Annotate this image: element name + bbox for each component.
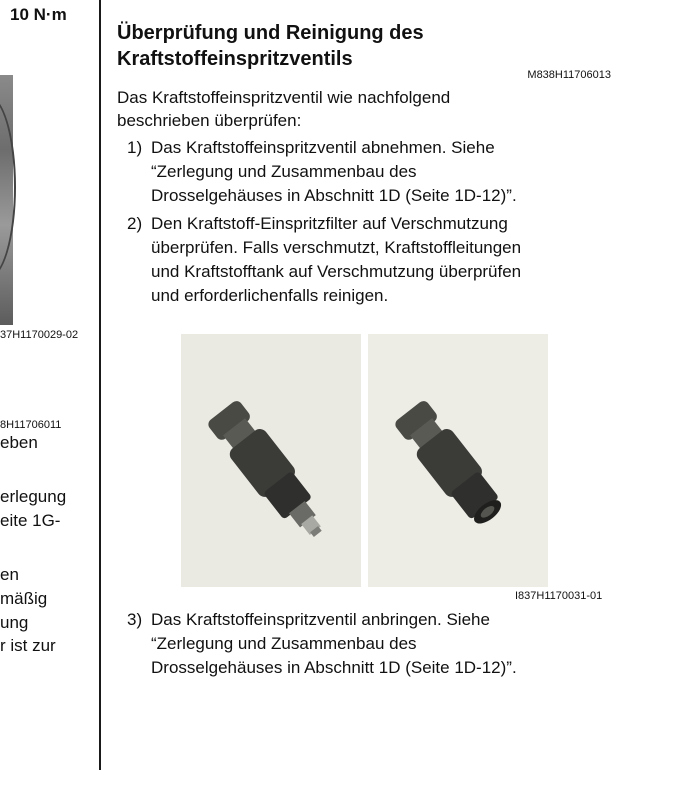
- section-title: [117, 20, 637, 72]
- step-line: Das Kraftstoffeinspritzventil abnehmen. Siehe: [151, 138, 495, 157]
- injector-photo-right: [368, 334, 548, 587]
- left-ref-code: 8H11706011: [0, 419, 62, 431]
- left-text-line: en: [0, 565, 19, 584]
- left-figure-code: 37H1170029-02: [0, 329, 79, 341]
- fuel-injector-side-icon: [181, 334, 361, 587]
- intro-line: Das Kraftstoffeinspritzventil wie nachfolgend: [117, 88, 451, 107]
- figure-code: I837H1170031-01: [515, 590, 603, 602]
- torque-value: 10 N·m: [10, 5, 67, 24]
- section-title-line: Kraftstoffeinspritzventils: [117, 48, 353, 70]
- step-line: und Kraftstofftank auf Verschmutzung überprüfen: [151, 262, 522, 281]
- step-text: [151, 136, 667, 208]
- intro-paragraph: [117, 86, 557, 132]
- step-line: und erforderlichenfalls reinigen.: [151, 286, 389, 305]
- step-number: 2): [127, 214, 143, 233]
- left-text-line: erlegung: [0, 487, 67, 506]
- step-line: “Zerlegung und Zusammenbau des: [151, 162, 417, 181]
- step-text: [151, 212, 667, 308]
- left-text-line: r ist zur: [0, 636, 56, 655]
- left-column: [0, 0, 100, 800]
- left-partial-photo: [0, 75, 13, 325]
- column-divider: [99, 0, 101, 770]
- step-line: überprüfen. Falls verschmutzt, Kraftstoffleitungen: [151, 238, 522, 257]
- left-text-line: ung: [0, 613, 29, 632]
- left-text-line: mäßig: [0, 589, 48, 608]
- fuel-injector-nozzle-icon: [368, 334, 548, 587]
- step-line: “Zerlegung und Zusammenbau des: [151, 634, 417, 653]
- step-number: 3): [127, 610, 143, 629]
- step-number: 1): [127, 138, 143, 157]
- step-line: Drosselgehäuses in Abschnitt 1D (Seite 1D-12)”.: [151, 658, 517, 677]
- left-text-line: eite 1G-: [0, 511, 61, 530]
- step-line: Drosselgehäuses in Abschnitt 1D (Seite 1D-12)”.: [151, 186, 517, 205]
- step-text: [151, 608, 667, 680]
- step-1: [127, 136, 667, 208]
- step-line: Den Kraftstoff-Einspritzfilter auf Verschmutzung: [151, 214, 508, 233]
- step-2: [127, 212, 667, 308]
- intro-line: beschrieben überprüfen:: [117, 111, 302, 130]
- left-text-line: eben: [0, 433, 38, 452]
- injector-photo-left: [181, 334, 361, 587]
- section-title-line: Überprüfung und Reinigung des: [117, 22, 424, 44]
- step-3: [127, 608, 667, 680]
- section-ref-code: M838H11706013: [527, 69, 611, 81]
- step-line: Das Kraftstoffeinspritzventil anbringen. Siehe: [151, 610, 490, 629]
